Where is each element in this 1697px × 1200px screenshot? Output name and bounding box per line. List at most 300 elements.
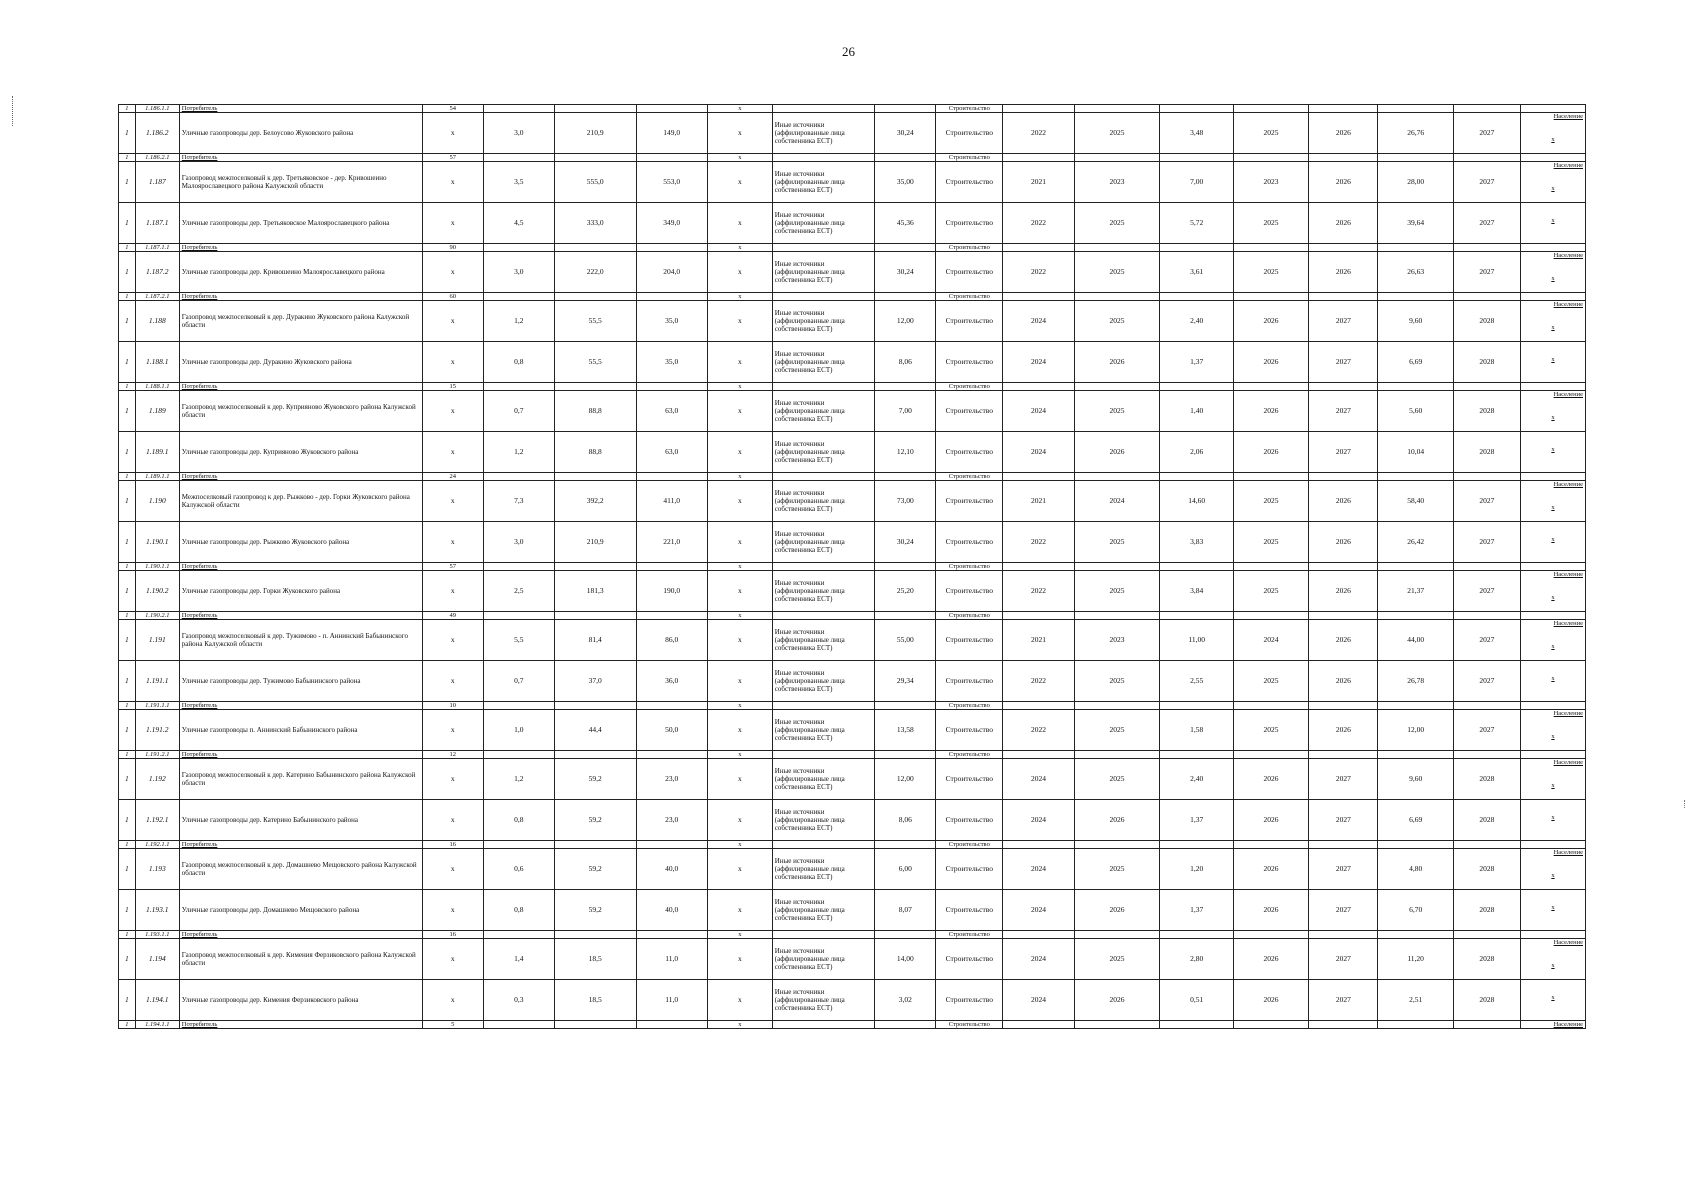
mark-x: x [707,800,772,841]
empty-cell [483,751,554,759]
capacity-value: 81,4 [554,620,636,661]
consumer-row [119,1021,1586,1029]
empty-cell [772,702,875,710]
empty-cell [875,383,936,391]
length-km: 0,8 [483,800,554,841]
commissioning-year: 2028 [1453,391,1520,432]
empty-cell [483,1021,554,1029]
empty-cell [1309,244,1378,252]
empty-cell [1520,563,1585,571]
population-label: Население [1553,391,1583,398]
row-level: 1 [119,105,136,113]
year-stage-2: 2026 [1309,571,1378,612]
mark-x: x [422,890,483,931]
empty-cell [772,612,875,620]
row-code: 1.187.1 [135,203,179,244]
empty-cell [1453,563,1520,571]
population-label: Население [1553,113,1583,120]
commissioning-year: 2027 [1453,252,1520,293]
mark-x: x [422,849,483,890]
mark-x: x [707,661,772,702]
year-stage-1: 2026 [1233,342,1308,383]
consumer-label: Потребитель [179,383,422,391]
mark-x: x [707,751,772,759]
page-number: 26 [842,44,855,59]
mark-x: x [707,702,772,710]
start-year: 2022 [1003,710,1074,751]
consumer-label: Потребитель [179,1021,422,1029]
empty-cell [1378,473,1453,481]
year-stage-2: 2027 [1309,391,1378,432]
row-code: 1.188 [135,301,179,342]
empty-cell [1520,931,1585,939]
mark-x: x [707,710,772,751]
length-km: 1,0 [483,710,554,751]
commissioning-year: 2027 [1453,522,1520,563]
commissioning-year: 2028 [1453,301,1520,342]
funding-source: Иные источники (аффилированные лица собственника ЕСТ) [772,113,875,154]
year-stage-2: 2026 [1309,620,1378,661]
end-year: 2025 [1074,301,1160,342]
start-year: 2022 [1003,661,1074,702]
row-code: 1.190.1 [135,522,179,563]
row-code: 1.189.1 [135,432,179,473]
row-level: 1 [119,800,136,841]
population-mark: x [1551,642,1555,650]
capacity-value: 210,9 [554,113,636,154]
consumer-row [119,751,1586,759]
funding-source: Иные источники (аффилированные лица собственника ЕСТ) [772,391,875,432]
mark-x: x [422,980,483,1021]
object-name: Уличные газопроводы дер. Горки Жуковского района [179,571,422,612]
empty-cell [1160,751,1233,759]
object-name: Газопровод межпоселковый к дер. Дуракино Жуковского района Калужской области [179,301,422,342]
mark-x: x [422,252,483,293]
table-row [119,113,1586,154]
consumption-value: 50,0 [636,710,707,751]
empty-cell [1003,751,1074,759]
funding-source: Иные источники (аффилированные лица собственника ЕСТ) [772,710,875,751]
empty-cell [875,931,936,939]
empty-cell [1074,563,1160,571]
year-stage-1: 2026 [1233,800,1308,841]
consumption-value: 23,0 [636,759,707,800]
mark-x: x [422,162,483,203]
object-name: Уличные газопроводы дер. Рыжково Жуковского района [179,522,422,563]
empty-cell [1233,751,1308,759]
cost-stage-1: 3,48 [1160,113,1233,154]
empty-cell [1378,931,1453,939]
mark-x: x [707,301,772,342]
mark-x: x [707,481,772,522]
total-cost: 12,00 [875,301,936,342]
object-name: Газопровод межпоселковый к дер. Третьяковское - дер. Кривошеино Малоярославецкого района Калужской области [179,162,422,203]
mark-x: x [422,203,483,244]
row-level: 1 [119,751,136,759]
cost-stage-1: 3,84 [1160,571,1233,612]
empty-cell [1378,1021,1453,1029]
consumption-value: 86,0 [636,620,707,661]
table-row [119,203,1586,244]
row-level: 1 [119,154,136,162]
consumption-value: 23,0 [636,800,707,841]
row-code: 1.191.2.1 [135,751,179,759]
capacity-value: 59,2 [554,759,636,800]
empty-cell [772,1021,875,1029]
empty-cell [1233,383,1308,391]
total-cost: 8,06 [875,342,936,383]
cost-stage-1: 1,37 [1160,800,1233,841]
row-level: 1 [119,1021,136,1029]
object-name: Уличные газопроводы дер. Кимения Ферзиковского района [179,980,422,1021]
start-year: 2024 [1003,800,1074,841]
funding-source: Иные источники (аффилированные лица собственника ЕСТ) [772,849,875,890]
row-code: 1.193 [135,849,179,890]
empty-cell [1378,612,1453,620]
row-level: 1 [119,252,136,293]
commissioning-year: 2027 [1453,203,1520,244]
empty-cell [1520,702,1585,710]
empty-cell [772,383,875,391]
empty-cell [1378,244,1453,252]
row-code: 1.191 [135,620,179,661]
empty-cell [772,563,875,571]
commissioning-year: 2027 [1453,661,1520,702]
population-cell [1520,432,1585,473]
table-body [119,105,1586,1029]
cost-stage-1: 2,06 [1160,432,1233,473]
object-name: Уличные газопроводы дер. Катерино Бабынинского района [179,800,422,841]
consumer-count: 16 [422,841,483,849]
year-stage-1: 2025 [1233,203,1308,244]
cost-stage-1: 3,83 [1160,522,1233,563]
empty-cell [1453,383,1520,391]
work-stage: Строительство [936,751,1003,759]
work-stage: Строительство [936,980,1003,1021]
consumer-count: 49 [422,612,483,620]
empty-cell [1003,293,1074,301]
length-km: 0,8 [483,342,554,383]
empty-cell [1453,841,1520,849]
row-level: 1 [119,612,136,620]
table-row [119,522,1586,563]
year-stage-2: 2026 [1309,661,1378,702]
year-stage-1: 2023 [1233,162,1308,203]
consumer-row [119,563,1586,571]
total-cost: 30,24 [875,522,936,563]
empty-cell [1453,105,1520,113]
population-label: Население [1553,162,1583,169]
cost-stage-2: 21,37 [1378,571,1453,612]
row-level: 1 [119,113,136,154]
empty-cell [875,1021,936,1029]
start-year: 2024 [1003,759,1074,800]
consumer-count: 24 [422,473,483,481]
empty-cell [483,473,554,481]
empty-cell [1074,473,1160,481]
empty-cell [1378,154,1453,162]
end-year: 2026 [1074,980,1160,1021]
row-code: 1.186.2 [135,113,179,154]
start-year: 2024 [1003,939,1074,980]
length-km: 0,8 [483,890,554,931]
empty-cell [1074,751,1160,759]
mark-x: x [422,759,483,800]
empty-cell [875,563,936,571]
table-row [119,710,1586,751]
total-cost: 25,20 [875,571,936,612]
empty-cell [636,1021,707,1029]
empty-cell [554,154,636,162]
cost-stage-1: 2,55 [1160,661,1233,702]
empty-cell [1003,105,1074,113]
mark-x: x [422,710,483,751]
mark-x: x [707,244,772,252]
total-cost: 14,00 [875,939,936,980]
empty-cell [1378,105,1453,113]
capacity-value: 181,3 [554,571,636,612]
population-mark: x [1551,217,1555,224]
row-code: 1.187 [135,162,179,203]
year-stage-2: 2026 [1309,252,1378,293]
start-year: 2024 [1003,342,1074,383]
empty-cell [1003,612,1074,620]
work-stage: Строительство [936,154,1003,162]
object-name: Уличные газопроводы дер. Домашнево Мещовского района [179,890,422,931]
end-year: 2025 [1074,759,1160,800]
empty-cell [483,841,554,849]
empty-cell [1453,1021,1520,1029]
consumer-label: Потребитель [179,931,422,939]
population-label: Население [1553,571,1583,578]
population-mark: x [1551,781,1555,789]
capacity-value: 88,8 [554,432,636,473]
table-row [119,162,1586,203]
funding-source: Иные источники (аффилированные лица собственника ЕСТ) [772,939,875,980]
consumer-count: 15 [422,383,483,391]
work-stage: Строительство [936,710,1003,751]
row-code: 1.192.1.1 [135,841,179,849]
consumer-count: 10 [422,702,483,710]
commissioning-year: 2027 [1453,571,1520,612]
cost-stage-2: 6,70 [1378,890,1453,931]
empty-cell [1309,702,1378,710]
empty-cell [1003,244,1074,252]
population-cell [1520,939,1585,980]
work-stage: Строительство [936,759,1003,800]
work-stage: Строительство [936,841,1003,849]
row-code: 1.190.2.1 [135,612,179,620]
capacity-value: 55,5 [554,342,636,383]
scan-artifact [12,96,15,126]
empty-cell [1233,473,1308,481]
funding-source: Иные источники (аффилированные лица собственника ЕСТ) [772,162,875,203]
empty-cell [554,383,636,391]
consumer-label: Потребитель [179,841,422,849]
empty-cell [1520,154,1585,162]
capacity-value: 210,9 [554,522,636,563]
length-km: 1,4 [483,939,554,980]
empty-cell [1160,702,1233,710]
cost-stage-2: 44,00 [1378,620,1453,661]
object-name: Уличные газопроводы дер. Тужимово Бабынинского района [179,661,422,702]
population-label: Население [1553,849,1583,856]
start-year: 2024 [1003,391,1074,432]
total-cost: 6,00 [875,849,936,890]
table-row [119,432,1586,473]
row-level: 1 [119,383,136,391]
funding-source: Иные источники (аффилированные лица собственника ЕСТ) [772,661,875,702]
row-code: 1.192 [135,759,179,800]
mark-x: x [707,162,772,203]
end-year: 2025 [1074,203,1160,244]
row-level: 1 [119,931,136,939]
population-cell [1520,522,1585,563]
row-level: 1 [119,563,136,571]
work-stage: Строительство [936,113,1003,154]
empty-cell [1233,612,1308,620]
empty-cell [636,612,707,620]
population-mark: x [1551,904,1555,911]
mark-x: x [707,342,772,383]
commissioning-year: 2028 [1453,849,1520,890]
consumer-count: 90 [422,244,483,252]
row-code: 1.188.1 [135,342,179,383]
empty-cell [1003,154,1074,162]
row-level: 1 [119,939,136,980]
end-year: 2025 [1074,939,1160,980]
year-stage-2: 2027 [1309,980,1378,1021]
population-cell [1520,301,1585,342]
object-name: Газопровод межпоселковый к дер. Домашнево Мещовского района Калужской области [179,849,422,890]
consumption-value: 553,0 [636,162,707,203]
row-code: 1.189.1.1 [135,473,179,481]
empty-cell [483,563,554,571]
end-year: 2026 [1074,890,1160,931]
mark-x: x [707,849,772,890]
empty-cell [1233,244,1308,252]
year-stage-2: 2026 [1309,481,1378,522]
funding-source: Иные источники (аффилированные лица собственника ЕСТ) [772,342,875,383]
work-stage: Строительство [936,1021,1003,1029]
empty-cell [875,702,936,710]
population-cell [1520,571,1585,612]
year-stage-2: 2027 [1309,759,1378,800]
consumption-value: 149,0 [636,113,707,154]
commissioning-year: 2028 [1453,800,1520,841]
consumption-value: 63,0 [636,432,707,473]
empty-cell [1378,563,1453,571]
empty-cell [875,293,936,301]
funding-source: Иные источники (аффилированные лица собственника ЕСТ) [772,800,875,841]
commissioning-year: 2027 [1453,113,1520,154]
population-cell [1520,162,1585,203]
cost-stage-1: 1,37 [1160,890,1233,931]
empty-cell [1003,702,1074,710]
cost-stage-1: 3,61 [1160,252,1233,293]
empty-cell [1003,473,1074,481]
year-stage-2: 2026 [1309,522,1378,563]
population-label: Население [1553,939,1583,946]
work-stage: Строительство [936,252,1003,293]
start-year: 2022 [1003,522,1074,563]
length-km: 3,0 [483,252,554,293]
funding-source: Иные источники (аффилированные лица собственника ЕСТ) [772,301,875,342]
total-cost: 12,00 [875,759,936,800]
row-code: 1.190.1.1 [135,563,179,571]
work-stage: Строительство [936,661,1003,702]
population-cell [1520,661,1585,702]
empty-cell [1160,154,1233,162]
end-year: 2025 [1074,661,1160,702]
work-stage: Строительство [936,342,1003,383]
population-mark: x [1551,135,1555,143]
consumer-label: Потребитель [179,612,422,620]
row-code: 1.188.1.1 [135,383,179,391]
population-mark: x [1551,675,1555,682]
empty-cell [636,154,707,162]
year-stage-1: 2025 [1233,661,1308,702]
year-stage-1: 2025 [1233,522,1308,563]
table-row [119,342,1586,383]
row-level: 1 [119,620,136,661]
row-level: 1 [119,473,136,481]
empty-cell [772,244,875,252]
empty-cell [1074,612,1160,620]
cost-stage-2: 26,78 [1378,661,1453,702]
consumer-row [119,612,1586,620]
end-year: 2023 [1074,162,1160,203]
cost-stage-1: 2,40 [1160,301,1233,342]
row-code: 1.187.1.1 [135,244,179,252]
year-stage-2: 2027 [1309,301,1378,342]
empty-cell [483,293,554,301]
work-stage: Строительство [936,849,1003,890]
empty-cell [1233,702,1308,710]
empty-cell [1233,1021,1308,1029]
empty-cell [1309,154,1378,162]
empty-cell [636,383,707,391]
length-km: 7,3 [483,481,554,522]
capacity-value: 59,2 [554,800,636,841]
row-level: 1 [119,890,136,931]
year-stage-2: 2027 [1309,939,1378,980]
funding-source: Иные источники (аффилированные лица собственника ЕСТ) [772,571,875,612]
row-level: 1 [119,203,136,244]
work-stage: Строительство [936,162,1003,203]
commissioning-year: 2028 [1453,980,1520,1021]
length-km: 3,0 [483,522,554,563]
empty-cell [1453,931,1520,939]
empty-cell [1520,244,1585,252]
year-stage-2: 2027 [1309,432,1378,473]
empty-cell [1378,841,1453,849]
row-code: 1.191.1.1 [135,702,179,710]
population-mark: x [1551,323,1555,331]
end-year: 2026 [1074,800,1160,841]
work-stage: Строительство [936,301,1003,342]
empty-cell [554,841,636,849]
length-km: 3,5 [483,162,554,203]
empty-cell [772,931,875,939]
year-stage-1: 2026 [1233,890,1308,931]
empty-cell [1003,1021,1074,1029]
empty-cell [1378,383,1453,391]
empty-cell [1520,841,1585,849]
capacity-value: 44,4 [554,710,636,751]
year-stage-2: 2027 [1309,342,1378,383]
year-stage-2: 2026 [1309,162,1378,203]
